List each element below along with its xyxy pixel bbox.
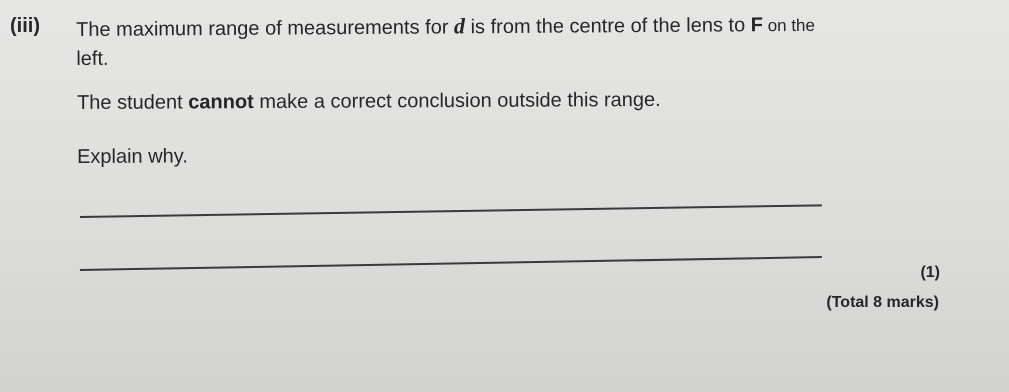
answer-line[interactable] xyxy=(80,256,822,271)
question-number: (iii) xyxy=(10,15,40,37)
answer-line[interactable] xyxy=(80,204,822,218)
question-text-part: The maximum range of measurements for xyxy=(76,16,455,41)
focal-point-label: F xyxy=(750,14,764,37)
question-text-part: left. xyxy=(76,47,109,70)
question-text-part: is from the centre of the lens to xyxy=(464,14,751,39)
instruction-text: Explain why. xyxy=(77,145,188,168)
statement-part: The student xyxy=(77,91,189,114)
total-marks-label: (Total 8 marks) xyxy=(826,294,939,311)
question-text-part: on the xyxy=(762,15,816,36)
statement-text xyxy=(77,89,661,115)
marks-label: (1) xyxy=(920,264,940,281)
statement-part: make a correct conclusion outside this range. xyxy=(253,88,661,114)
question-text xyxy=(76,9,876,73)
variable-d: d xyxy=(453,13,466,39)
statement-emphasis: cannot xyxy=(188,91,254,114)
